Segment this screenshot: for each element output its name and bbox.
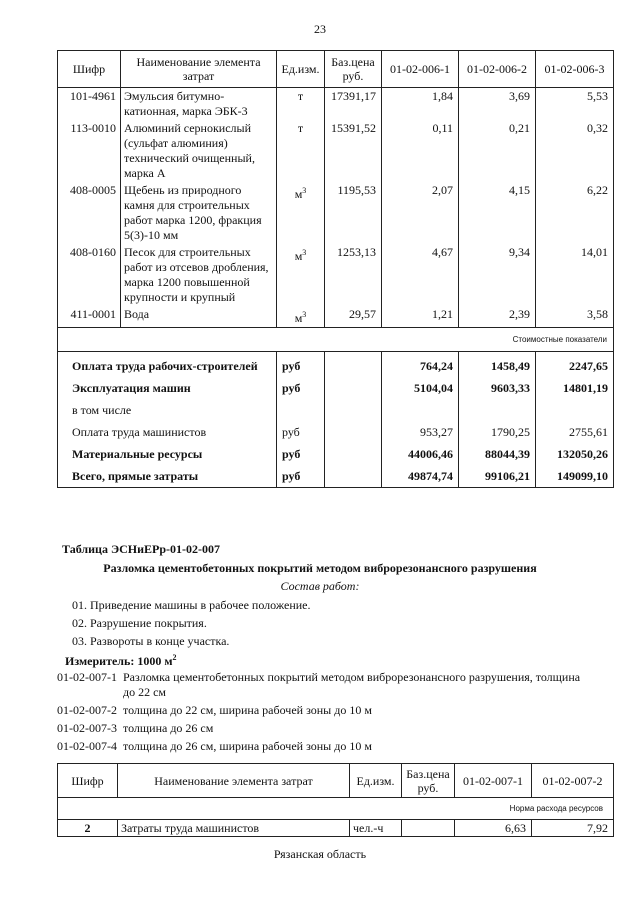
row-name: Песок для строительных работ из отсевов дробления, марка 1200 повышенной крупности и крупный [121,244,277,306]
indicator-name: Материальные ресурсы [58,444,277,466]
indicator-name: Всего, прямые затраты [58,466,277,488]
indicator-value-2: 99106,21 [459,466,536,488]
row-value-1: 4,67 [382,244,459,306]
row-value-2: 7,92 [532,820,614,837]
header-price: Баз.цена руб. [325,51,382,88]
indicator-price [325,352,382,378]
row-code: 113-0010 [58,120,121,182]
header-code: Шифр [58,764,118,798]
indicator-value-3: 149099,10 [536,466,614,488]
table-row [58,88,614,121]
indicator-price [325,378,382,400]
indicator-price [325,466,382,488]
code-line-code: 01-02-007-2 [57,703,117,717]
code-line [57,670,593,700]
indicator-row [58,422,614,444]
indicator-value-1: 49874,74 [382,466,459,488]
indicator-value-2 [459,400,536,422]
cost-indicators-header-row [58,328,614,352]
row-unit: т [277,88,325,121]
row-code: 101-4961 [58,88,121,121]
indicator-row [58,466,614,488]
indicator-value-2: 88044,39 [459,444,536,466]
code-line [57,703,593,718]
header-unit: Ед.изм. [277,51,325,88]
code-line [57,739,593,754]
row-price [402,820,455,837]
row-price: 15391,52 [325,120,382,182]
indicator-unit: руб [277,444,325,466]
indicator-value-1: 5104,04 [382,378,459,400]
indicator-row [58,352,614,378]
row-unit: $м^3$ [277,306,325,328]
row-unit: т [277,120,325,182]
table-header-row [58,764,614,798]
header-price: Баз.цена руб. [402,764,455,798]
indicator-row [58,444,614,466]
composition-label: Состав работ: [280,579,360,593]
row-value-2: 4,15 [459,182,536,244]
row-unit: чел.-ч [350,820,402,837]
code-line-desc: толщина до 26 см, ширина рабочей зоны до 10 м [123,739,372,753]
indicator-unit: руб [277,352,325,378]
row-value-1: 2,07 [382,182,459,244]
row-value-1: 1,84 [382,88,459,121]
row-value-3: 0,32 [536,120,614,182]
indicator-name: Эксплуатация машин [58,378,277,400]
header-col2: 01-02-006-2 [459,51,536,88]
row-name: Щебень из природного камня для строительных работ марка 1200, фракция 5(3)-10 мм [121,182,277,244]
operation-item: 02. Разрушение покрытия. [72,616,207,630]
header-name: Наименование элемента затрат [121,51,277,88]
table-title: Таблица ЭСНиЕРр-01-02-007 [62,542,221,556]
indicator-row [58,378,614,400]
table-header-row [58,51,614,88]
row-name: Алюминий сернокислый (сульфат алюминия) технический очищенный, марка А [121,120,277,182]
code-line-code: 01-02-007-3 [57,721,117,735]
indicator-price [325,400,382,422]
indicator-unit: руб [277,422,325,444]
row-value-2: 2,39 [459,306,536,328]
norm-header-row [58,798,614,820]
row-value-1: 0,11 [382,120,459,182]
indicator-value-2: 1790,25 [459,422,536,444]
page-footer: Рязанская область [273,847,367,861]
meter-label: Измеритель: 1000 $м^2$ [65,653,177,668]
row-value-3: 6,22 [536,182,614,244]
header-code: Шифр [58,51,121,88]
table-row [58,306,614,328]
code-line [57,721,593,736]
page-number: 23 [314,22,326,36]
header-col3: 01-02-006-3 [536,51,614,88]
indicator-row [58,400,614,422]
row-name: Вода [121,306,277,328]
table-row [58,244,614,306]
indicator-value-1: 44006,46 [382,444,459,466]
cost-indicators-header: Стоимостные показатели [58,328,614,352]
indicator-value-3: 14801,19 [536,378,614,400]
indicator-value-1 [382,400,459,422]
row-name: Эмульсия битумно-катионная, марка ЭБК-3 [121,88,277,121]
row-value-2: 0,21 [459,120,536,182]
row-value-3: 5,53 [536,88,614,121]
row-unit: $м^3$ [277,244,325,306]
resources-table-006 [57,50,614,488]
indicator-value-3: 132050,26 [536,444,614,466]
indicator-value-2: 9603,33 [459,378,536,400]
row-code: 408-0160 [58,244,121,306]
code-line-desc: Разломка цементобетонных покрытий методом виброрезонансного разрушения, толщина до 22 см [123,670,581,699]
indicator-value-2: 1458,49 [459,352,536,378]
table-row [58,120,614,182]
row-value-3: 3,58 [536,306,614,328]
row-code: 411-0001 [58,306,121,328]
indicator-value-3: 2755,61 [536,422,614,444]
indicator-value-3: 2247,65 [536,352,614,378]
norm-header: Норма расхода ресурсов [58,798,614,820]
indicator-value-1: 953,27 [382,422,459,444]
row-price: 17391,17 [325,88,382,121]
table-subtitle: Разломка цементобетонных покрытий методом виброрезонансного разрушения [103,561,537,575]
row-value-2: 3,69 [459,88,536,121]
row-name: Затраты труда машинистов [118,820,350,837]
indicator-value-3 [536,400,614,422]
row-code: 2 [58,820,118,837]
row-code: 408-0005 [58,182,121,244]
indicator-name: Оплата труда машинистов [58,422,277,444]
row-price: 1253,13 [325,244,382,306]
code-line-code: 01-02-007-4 [57,739,117,753]
row-value-1: 1,21 [382,306,459,328]
row-value-2: 9,34 [459,244,536,306]
indicator-price [325,422,382,444]
indicator-unit [277,400,325,422]
row-price: 29,57 [325,306,382,328]
row-price: 1195,53 [325,182,382,244]
table-row [58,820,614,837]
header-col1: 01-02-006-1 [382,51,459,88]
operation-item: 03. Развороты в конце участка. [72,634,230,648]
indicator-unit: руб [277,466,325,488]
indicator-name: Оплата труда рабочих-строителей [58,352,277,378]
header-col1: 01-02-007-1 [455,764,532,798]
indicator-price [325,444,382,466]
row-unit: $м^3$ [277,182,325,244]
indicator-value-1: 764,24 [382,352,459,378]
operation-item: 01. Приведение машины в рабочее положение. [72,598,311,612]
header-name: Наименование элемента затрат [118,764,350,798]
code-line-desc: толщина до 22 см, ширина рабочей зоны до 10 м [123,703,372,717]
code-line-code: 01-02-007-1 [57,670,117,684]
header-unit: Ед.изм. [350,764,402,798]
row-value-1: 6,63 [455,820,532,837]
indicator-unit: руб [277,378,325,400]
row-value-3: 14,01 [536,244,614,306]
header-col2: 01-02-007-2 [532,764,614,798]
resources-table-007 [57,763,614,837]
table-row [58,182,614,244]
code-line-desc: толщина до 26 см [123,721,214,735]
indicator-name: в том числе [58,400,277,422]
